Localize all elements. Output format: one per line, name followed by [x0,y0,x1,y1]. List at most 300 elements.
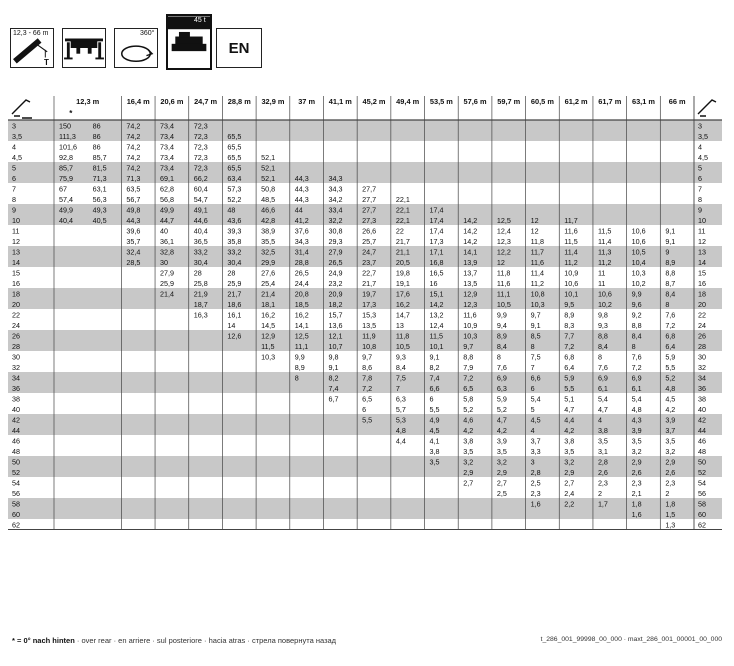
load-value: 7 [530,362,535,372]
radius-label-right: 34 [698,373,706,383]
radius-label-right: 7 [698,184,702,194]
load-value: 11,5 [261,341,275,351]
radius-label-left: 7 [12,184,16,194]
load-value: 4,2 [665,404,676,414]
load-value: 9,7 [463,341,474,351]
row-shade [8,456,722,467]
load-value: 36,5 [193,236,208,246]
load-value: 14,1 [294,320,309,330]
column-header: 16,4 m [126,97,150,106]
column-header: 28,8 m [227,97,251,106]
load-value: 5,5 [429,404,440,414]
radius-label-right: 62 [698,520,706,530]
column-header: 60,5 m [530,97,554,106]
load-value: 2,7 [564,478,575,488]
load-value: 16,2 [395,299,410,309]
radius-label-right: 22 [698,310,706,320]
load-value: 2,3 [665,478,676,488]
load-value: 21,7 [362,278,377,288]
load-value: 10,4 [631,257,646,267]
load-value: 9,1 [328,362,339,372]
radius-label-right: 54 [698,478,706,488]
load-value: 10,7 [328,341,343,351]
load-value: 16 [429,278,438,288]
load-value: 13,5 [362,320,377,330]
load-value: 11,7 [564,215,578,225]
load-value: 3,3 [530,446,541,456]
load-value: 12,4 [496,226,511,236]
load-value: 15,1 [429,289,444,299]
load-value: 13,2 [429,310,444,320]
load-value: 10,3 [631,268,646,278]
radius-label-right: 10 [698,215,706,225]
load-value: 9,9 [294,352,305,362]
load-value: 5,1 [564,394,575,404]
load-value: 5,4 [530,394,541,404]
load-value: 23,2 [328,278,343,288]
load-value: 27,7 [362,205,377,215]
load-value: 8,4 [496,341,507,351]
language-button[interactable]: EN [216,28,262,68]
load-value: 4 [597,415,602,425]
load-value: 12,1 [328,331,343,341]
load-value: 74,2 [126,131,141,141]
column-header: 20,6 m [160,97,184,106]
load-value: 2,5 [496,488,507,498]
load-value: 9,1 [665,226,676,236]
load-value: 17,4 [429,226,444,236]
radius-label-left: 32 [12,362,20,372]
radius-label-right: 16 [698,278,706,288]
radius-label-right: 8 [698,194,702,204]
load-value: 22,1 [395,215,410,225]
load-value: 43,6 [227,215,242,225]
load-value: 11 [597,268,606,278]
radius-label-right: 38 [698,394,706,404]
load-value: 15,3 [362,310,377,320]
load-value: 41,2 [294,215,309,225]
load-value: 4 [530,425,535,435]
load-value: 14,2 [429,299,444,309]
load-value: 2,6 [631,467,642,477]
load-value: 14,2 [463,215,478,225]
radius-label-right: 58 [698,499,706,509]
load-value: 4,8 [665,383,676,393]
load-value: 8,4 [395,362,406,372]
load-value: 14,7 [395,310,410,320]
load-value: 7,5 [530,352,541,362]
radius-label-right: 3,5 [698,131,708,141]
load-value: 7,6 [631,352,642,362]
load-value: 12,9 [261,331,276,341]
load-value: 65,5 [227,131,242,141]
load-value: 7,2 [665,320,676,330]
boom-type-label: T [44,58,49,67]
load-value: 8,9 [294,362,305,372]
outrigger-icon [62,28,106,68]
load-value: 6,8 [665,331,676,341]
radius-label-right: 4 [698,142,702,152]
load-value: 7,5 [395,373,406,383]
radius-label-left: 15 [12,268,20,278]
load-value: 11,4 [597,236,612,246]
load-value: 25,9 [160,278,175,288]
radius-label-right: 11 [698,226,706,236]
load-value: 6,3 [496,383,507,393]
load-value: 2,4 [564,488,575,498]
load-value: 34,3 [294,236,309,246]
load-value: 33,2 [193,247,208,257]
load-value: 16,2 [294,310,309,320]
load-value: 13 [395,320,404,330]
load-value: 49,3 [92,205,107,215]
load-value: 4,8 [631,404,642,414]
load-value: 71,3 [126,173,141,183]
load-value: 9,9 [631,289,642,299]
load-value: 1,8 [631,499,642,509]
radius-label-right: 32 [698,362,706,372]
load-value: 11,7 [530,247,545,257]
load-value: 6,3 [395,394,406,404]
load-value: 65,5 [227,163,242,173]
load-value: 7,6 [665,310,676,320]
load-value: 22,7 [362,268,377,278]
load-value: 6,9 [631,373,642,383]
load-value: 3,9 [631,425,642,435]
radius-label-left: 60 [12,509,20,519]
load-value: 48,5 [261,194,276,204]
load-value: 75,9 [59,173,73,183]
load-value: 12,5 [294,331,309,341]
load-value: 34,2 [328,194,343,204]
radius-label-left: 14 [12,257,20,267]
radius-label-right: 3 [698,121,702,131]
load-value: 10,3 [261,352,276,362]
load-value: 48 [227,205,236,215]
radius-label-left: 6 [12,173,16,183]
radius-label-left: 4 [12,142,16,152]
radius-label-left: 28 [12,341,20,351]
load-value: 11,1 [294,341,309,351]
load-value: 31,4 [294,247,309,257]
load-value: 35,8 [227,236,242,246]
radius-label-left: 56 [12,488,20,498]
load-value: 8,9 [665,257,676,267]
load-value: 28 [193,268,202,278]
load-value: 11,9 [362,331,376,341]
load-value: 71,3 [92,173,107,183]
load-value: 3,5 [631,436,642,446]
load-value: 5,9 [496,394,507,404]
radius-label-right: 28 [698,341,706,351]
load-value: 32,4 [126,247,141,257]
load-value: 6,9 [496,373,507,383]
load-value: 5,2 [665,373,676,383]
column-header: 61,7 m [598,97,622,106]
load-value: 39,6 [126,226,141,236]
load-value: 8,9 [564,310,575,320]
load-value: 12,4 [429,320,444,330]
load-value: 65,5 [227,152,242,162]
load-value: 4,6 [463,415,474,425]
load-value: 40,4 [193,226,208,236]
radius-label-left: 24 [12,320,20,330]
load-value: 9,9 [496,310,507,320]
load-value: 10,9 [463,320,478,330]
load-value: 1,3 [665,520,676,530]
radius-label-right: 52 [698,467,706,477]
load-value: 4,4 [395,436,406,446]
radius-label-left: 26 [12,331,20,341]
load-value: 12 [496,257,505,267]
load-value: 4,2 [564,425,575,435]
load-value: 7 [395,383,400,393]
load-value: 7,8 [362,373,373,383]
load-value: 8 [294,373,299,383]
radius-label-left: 4,5 [12,152,22,162]
load-value: 2,9 [496,467,507,477]
load-value: 12,2 [496,247,511,257]
column-header: 41,1 m [328,97,352,106]
load-value: 9,3 [395,352,406,362]
load-value: 34,3 [328,173,343,183]
load-value: 13,5 [463,278,478,288]
load-value: 11,2 [530,278,545,288]
load-value: 54,7 [193,194,208,204]
load-value: 8,8 [631,320,642,330]
load-value: 7,2 [362,383,373,393]
load-value: 3 [530,457,535,467]
load-value: 17,6 [395,289,410,299]
row-shade [8,467,722,478]
load-value: 49,9 [160,205,175,215]
column-header: 61,2 m [564,97,588,106]
radius-label-right: 30 [698,352,706,362]
load-value: 8,7 [665,278,676,288]
load-value: 86 [92,131,101,141]
column-header: 49,4 m [396,97,420,106]
load-value: 86 [92,121,101,131]
radius-label-right: 42 [698,415,706,425]
load-value: 9,7 [362,352,373,362]
load-value: 42,8 [261,215,276,225]
column-header: 66 m [668,97,686,106]
load-value: 86 [92,142,101,152]
load-value: 32,8 [160,247,175,257]
load-value: 9,4 [496,320,507,330]
column-header: 59,7 m [497,97,521,106]
load-value: 14,1 [463,247,478,257]
load-value: 11,5 [564,236,578,246]
radius-label-left: 46 [12,436,20,446]
load-value: 17,3 [362,299,377,309]
load-value: 63,4 [227,173,242,183]
load-value: 8,8 [463,352,474,362]
radius-label-left: 9 [12,205,16,215]
load-value: 11,3 [597,247,612,257]
load-value: 37,6 [294,226,309,236]
radius-label-right: 46 [698,436,706,446]
boom-range-label: 12,3 - 66 m [13,30,49,37]
load-value: 10,6 [564,278,579,288]
load-value: 2,3 [530,488,541,498]
load-value: 3,2 [496,457,507,467]
load-value: 56,3 [92,194,107,204]
load-value: 25,9 [227,278,242,288]
load-value: 11,2 [564,257,578,267]
load-value: 3,9 [496,436,507,446]
load-value: 2,8 [597,457,608,467]
radius-label-left: 50 [12,457,20,467]
radius-label-left: 30 [12,352,20,362]
load-value: 27,7 [362,184,377,194]
load-value: 6,9 [597,373,608,383]
load-value: 3,8 [429,446,440,456]
load-value: 30,4 [227,257,242,267]
load-value: 32,2 [328,215,343,225]
load-value: 5,2 [496,404,507,414]
radius-label-right: 6 [698,173,702,183]
load-value: 6 [362,404,367,414]
load-value: 8,5 [530,331,541,341]
load-value: 10,6 [631,236,646,246]
load-value: 2,3 [597,478,608,488]
radius-label-right: 24 [698,320,706,330]
load-value: 3,2 [564,457,575,467]
load-value: 27,9 [160,268,175,278]
load-value: 101,6 [59,142,77,152]
load-value: 8,2 [328,373,339,383]
load-value: 22 [395,226,404,236]
radius-label-right: 36 [698,383,706,393]
load-value: 2,6 [597,467,608,477]
load-value: 4,5 [530,415,541,425]
load-value: 6,6 [429,383,440,393]
load-value: 17,4 [429,215,444,225]
load-value: 3,5 [564,446,575,456]
radius-label-left: 10 [12,215,20,225]
load-value: 8,8 [665,268,676,278]
load-value: 65,5 [227,142,242,152]
load-value: 2,2 [564,499,575,509]
load-value: 44,6 [193,215,208,225]
load-value: 7,2 [463,373,474,383]
load-value: 52,1 [261,163,276,173]
radius-label-left: 22 [12,310,20,320]
load-value: 27,6 [261,268,276,278]
load-value: 9,1 [530,320,541,330]
radius-label-right: 18 [698,289,706,299]
load-value: 21,4 [160,289,175,299]
load-value: 52,1 [261,152,276,162]
load-value: 4,5 [665,394,676,404]
load-value: 5,2 [463,404,474,414]
radius-label-right: 4,5 [698,152,708,162]
load-value: 3,5 [463,446,474,456]
load-value: 4,7 [496,415,507,425]
load-value: 5,7 [395,404,406,414]
load-value: 16,3 [193,310,208,320]
load-value: 7,2 [631,362,642,372]
column-header: 12,3 m [76,97,100,106]
load-value: 36,1 [160,236,175,246]
load-value: 5,5 [362,415,373,425]
load-value: 27,7 [362,194,377,204]
radius-label-left: 20 [12,299,20,309]
load-value: 85,7 [92,152,107,162]
load-value: 5,5 [564,383,575,393]
row-shade [8,509,722,520]
radius-label-right: 56 [698,488,706,498]
load-value: 9,5 [564,299,575,309]
load-value: 72,3 [193,163,208,173]
load-value: 72,3 [193,131,208,141]
load-value: 8,3 [564,320,575,330]
row-shade [8,131,722,142]
load-value: 28,8 [294,257,309,267]
load-value: 2 [665,488,670,498]
radius-label-left: 42 [12,415,20,425]
load-value: 9,8 [328,352,339,362]
load-value: 2,5 [530,478,541,488]
load-value: 2 [597,488,602,498]
load-value: 21,1 [395,247,410,257]
load-value: 6,1 [597,383,608,393]
load-value: 39,3 [227,226,242,236]
load-value: 13,7 [463,268,478,278]
load-value: 20,9 [328,289,343,299]
radius-label-left: 36 [12,383,20,393]
load-value: 28,5 [126,257,141,267]
radius-label-right: 5 [698,163,702,173]
load-value: 44,3 [126,215,141,225]
load-value: 10,3 [530,299,545,309]
load-value: 40 [160,226,169,236]
load-value: 14,2 [463,226,478,236]
load-value: 5,3 [395,415,406,425]
load-value: 22,1 [395,194,410,204]
load-value: 44 [294,205,303,215]
load-value: 18,5 [294,299,309,309]
load-value: 16,1 [227,310,242,320]
load-value: 5,8 [463,394,474,404]
load-value: 7,7 [564,331,575,341]
load-value: 8,4 [665,289,676,299]
load-value: 4,5 [429,425,440,435]
load-value: 24,4 [294,278,309,288]
load-value: 9,2 [631,310,642,320]
load-value: 33,2 [227,247,242,257]
load-value: 25,7 [362,236,377,246]
load-value: 8,9 [496,331,507,341]
load-value: 50,8 [261,184,276,194]
load-value: 8,6 [362,362,373,372]
load-value: 6,4 [665,341,676,351]
load-value: 2,8 [530,467,541,477]
load-value: 2,1 [631,488,642,498]
load-value: 13,6 [328,320,343,330]
load-value: 40,4 [59,215,73,225]
load-value: 6,5 [463,383,474,393]
load-value: 73,4 [160,142,175,152]
load-value: 4,2 [496,425,507,435]
load-value: 4,3 [631,415,642,425]
load-value: 5,9 [665,352,676,362]
footer-note-bold: * = 0° nach hinten [12,636,75,645]
load-value: 10,6 [631,226,646,236]
load-value: 9 [665,247,670,257]
load-value: 6,1 [631,383,642,393]
